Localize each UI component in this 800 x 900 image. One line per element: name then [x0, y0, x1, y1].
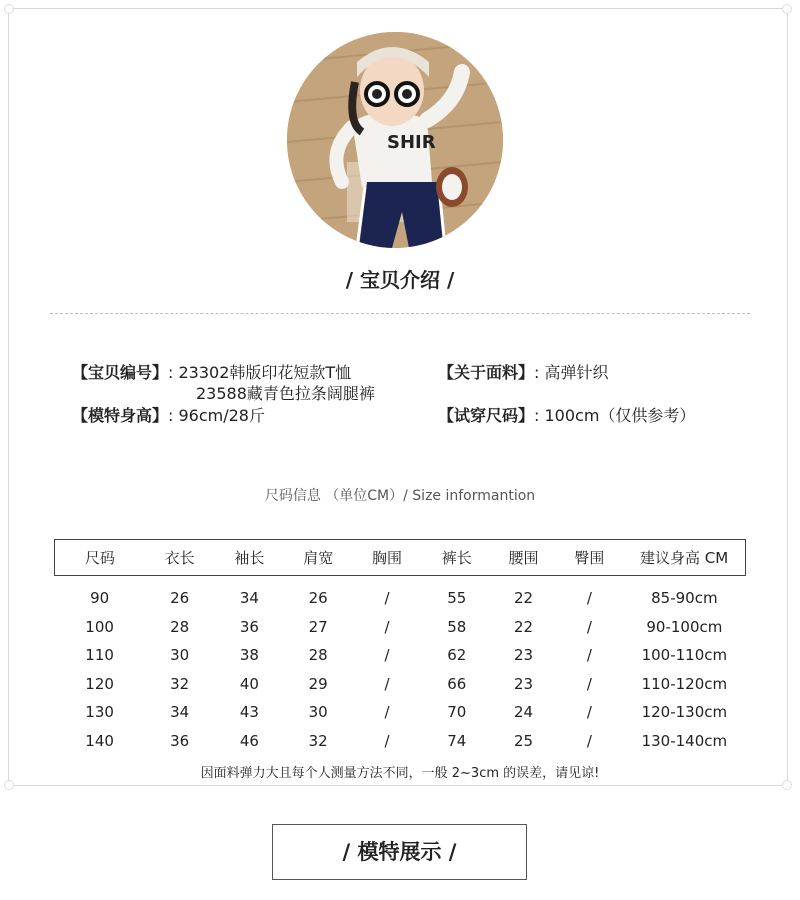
corner-dot: [782, 4, 792, 14]
table-cell: 26: [170, 589, 190, 608]
table-cell: 62: [447, 646, 467, 665]
table-cell: 70: [447, 703, 467, 722]
column-header: 衣长: [145, 540, 215, 576]
table-cell: 43: [239, 703, 259, 722]
table-cell: 28: [308, 646, 328, 665]
table-cell: 36: [170, 731, 190, 750]
model-showcase-title: / 模特展示 /: [272, 824, 527, 880]
table-cell: 110-120cm: [641, 674, 728, 693]
table-cell: 38: [239, 646, 259, 665]
table-cell: 27: [308, 617, 328, 636]
size-table: [54, 539, 746, 755]
table-cell: 30: [308, 703, 328, 722]
table-row: [55, 670, 746, 699]
column-header: 臀围: [555, 540, 623, 576]
table-cell: 22: [514, 617, 534, 636]
table-cell: 40: [239, 674, 259, 693]
table-cell: 22: [514, 589, 534, 608]
table-cell: /: [586, 646, 592, 665]
corner-dot: [4, 780, 14, 790]
table-cell: 90: [90, 589, 110, 608]
info-label: 【关于面料】: [438, 363, 535, 382]
divider: [50, 313, 750, 314]
table-cell: /: [586, 674, 592, 693]
table-cell: 36: [239, 617, 259, 636]
table-cell: 120-130cm: [641, 703, 728, 722]
table-cell: 28: [170, 617, 190, 636]
table-cell: /: [586, 731, 592, 750]
table-cell: 85-90cm: [651, 589, 718, 608]
info-label: 【宝贝编号】: [72, 363, 169, 382]
table-cell: 110: [85, 646, 114, 665]
table-cell: 90-100cm: [646, 617, 723, 636]
table-cell: 140: [85, 731, 114, 750]
column-header: 建议身高 CM: [623, 540, 745, 576]
table-cell: 23: [514, 646, 534, 665]
size-info-caption: 尺码信息 （单位CM）/ Size informantion: [264, 488, 536, 504]
table-row: [55, 727, 746, 756]
table-cell: 130-140cm: [641, 731, 728, 750]
table-cell: /: [586, 589, 592, 608]
info-value: : 96cm/28斤: [168, 406, 265, 425]
info-try-on-size: [438, 403, 695, 426]
info-label: 【模特身高】: [72, 406, 169, 425]
corner-dot: [782, 780, 792, 790]
column-header: 胸围: [352, 540, 422, 576]
table-cell: 23: [514, 674, 534, 693]
table-row: [55, 698, 746, 727]
table-cell: /: [586, 703, 592, 722]
info-label: 【试穿尺码】: [438, 406, 535, 425]
column-header: 尺码: [55, 540, 145, 576]
table-cell: 74: [447, 731, 467, 750]
table-cell: 25: [514, 731, 534, 750]
table-cell: 26: [308, 589, 328, 608]
table-cell: 32: [308, 731, 328, 750]
table-cell: /: [384, 703, 390, 722]
table-cell: 24: [514, 703, 534, 722]
section-title-product-intro: / 宝贝介绍 /: [345, 268, 455, 292]
table-cell: 29: [308, 674, 328, 693]
table-cell: 120: [85, 674, 114, 693]
table-cell: /: [384, 674, 390, 693]
column-header: 腰围: [492, 540, 556, 576]
table-cell: 34: [239, 589, 259, 608]
table-cell: 30: [170, 646, 190, 665]
table-cell: /: [384, 589, 390, 608]
table-cell: /: [384, 646, 390, 665]
table-cell: 46: [239, 731, 259, 750]
table-cell: 130: [85, 703, 114, 722]
column-header: 肩宽: [284, 540, 352, 576]
product-photo: [287, 32, 503, 248]
table-cell: /: [586, 617, 592, 636]
table-cell: 66: [447, 674, 467, 693]
info-fabric: [438, 360, 609, 383]
column-header: 裤长: [422, 540, 492, 576]
info-value: 23588藏青色拉条阔腿裤: [196, 384, 375, 403]
measurement-note: 因面料弹力大且每个人测量方法不同，一般 2~3cm 的误差，请见谅!: [200, 766, 600, 781]
info-value: : 高弹针织: [534, 363, 609, 382]
corner-dot: [4, 4, 14, 14]
shirt-print-text: SHIR: [387, 132, 436, 153]
table-cell: 58: [447, 617, 467, 636]
info-product-code: [72, 360, 351, 383]
table-row: [55, 641, 746, 670]
table-cell: 100: [85, 617, 114, 636]
info-value: : 23302韩版印花短款T恤: [168, 363, 352, 382]
column-header: 袖长: [215, 540, 285, 576]
info-model-height: [72, 403, 265, 426]
table-row: [55, 584, 746, 613]
table-cell: 32: [170, 674, 190, 693]
info-value: : 100cm（仅供参考）: [534, 406, 696, 425]
table-cell: 55: [447, 589, 467, 608]
table-cell: /: [384, 731, 390, 750]
table-header-row: [55, 540, 746, 576]
table-cell: /: [384, 617, 390, 636]
table-row: [55, 613, 746, 642]
table-cell: 100-110cm: [641, 646, 728, 665]
table-cell: 34: [170, 703, 190, 722]
